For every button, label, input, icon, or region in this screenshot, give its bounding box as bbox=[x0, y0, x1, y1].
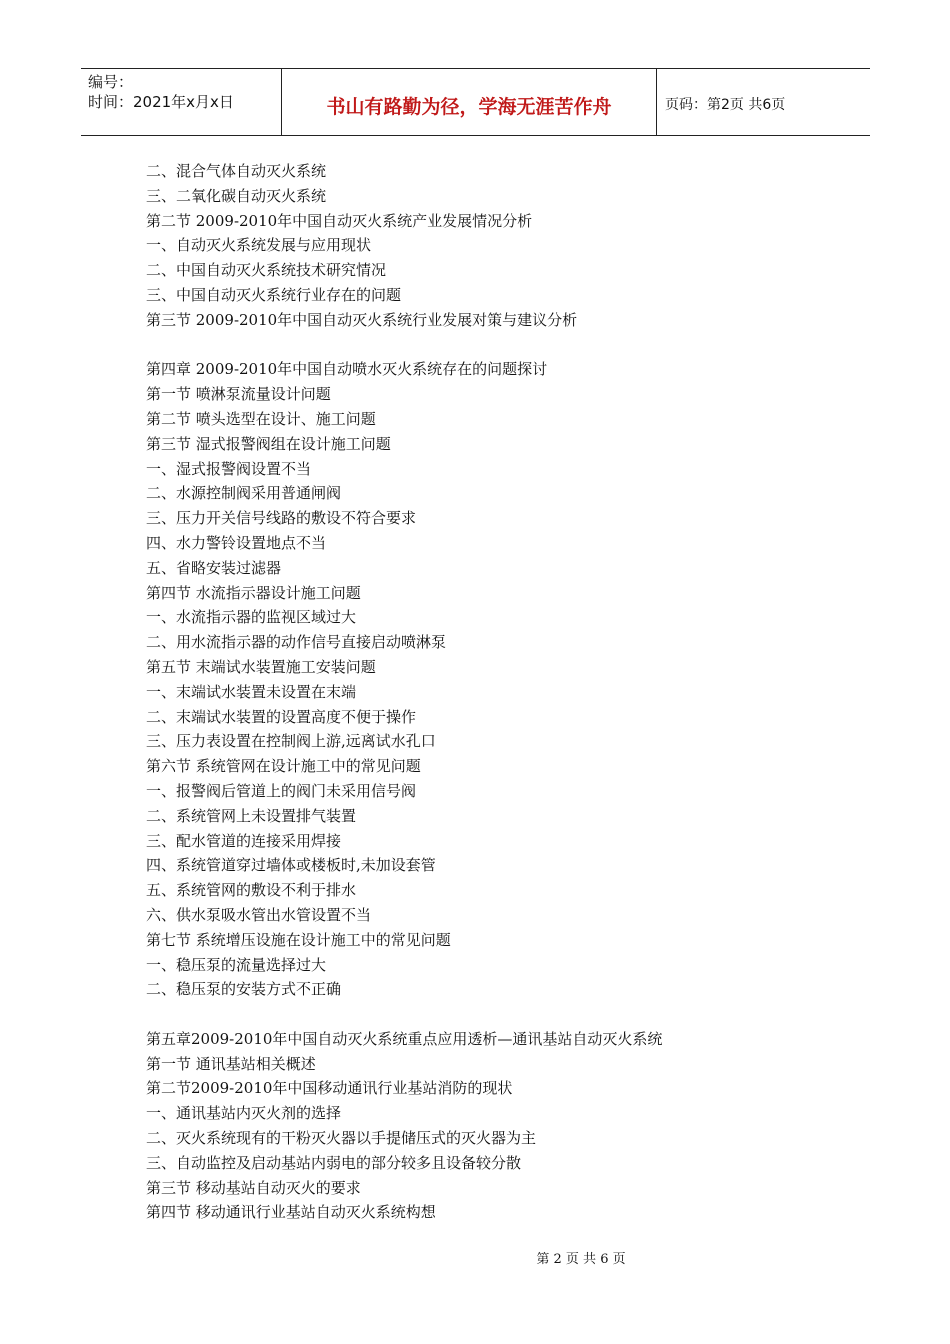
toc-line: 第三节 2009-2010年中国自动灭火系统行业发展对策与建议分析 bbox=[146, 310, 578, 329]
page-header bbox=[81, 68, 870, 136]
blank-line bbox=[146, 1002, 866, 1027]
toc-line: 第二节2009-2010年中国移动通讯行业基站消防的现状 bbox=[146, 1079, 513, 1098]
toc-line: 第五章2009-2010年中国自动灭火系统重点应用透析—通讯基站自动灭火系统 bbox=[146, 1029, 663, 1048]
toc-line: 一、稳压泵的流量选择过大 bbox=[146, 955, 327, 974]
toc-line: 四、系统管道穿过墙体或楼板时,未加设套管 bbox=[146, 856, 436, 875]
toc-line: 第一节 喷淋泵流量设计问题 bbox=[146, 385, 331, 404]
toc-line: 五、省略安装过滤器 bbox=[146, 558, 282, 577]
page-footer: 第 2 页 共 6 页 bbox=[536, 1252, 626, 1267]
toc-line: 第五节 末端试水装置施工安装问题 bbox=[146, 657, 376, 676]
header-page-code: 页码：第2页 共6页 bbox=[665, 97, 786, 113]
toc-line: 六、供水泵吸水管出水管设置不当 bbox=[146, 905, 372, 924]
toc-line: 二、系统管网上未设置排气装置 bbox=[146, 806, 357, 825]
toc-line: 第三节 湿式报警阀组在设计施工问题 bbox=[146, 434, 391, 453]
toc-line: 三、中国自动灭火系统行业存在的问题 bbox=[146, 285, 402, 304]
toc-line: 三、配水管道的连接采用焊接 bbox=[146, 831, 342, 850]
doc-date-label: 时间：2021年x月x日 bbox=[88, 93, 234, 111]
toc-line: 第一节 通讯基站相关概述 bbox=[146, 1054, 316, 1073]
toc-line: 二、混合气体自动灭火系统 bbox=[146, 162, 327, 180]
toc-line: 第六节 系统管网在设计施工中的常见问题 bbox=[146, 757, 421, 776]
header-motto: 书山有路勤为径，学海无涯苦作舟 bbox=[282, 69, 657, 135]
blank-line bbox=[146, 333, 866, 358]
toc-line: 第二节 2009-2010年中国自动灭火系统产业发展情况分析 bbox=[146, 211, 533, 230]
toc-line: 二、用水流指示器的动作信号直接启动喷淋泵 bbox=[146, 633, 447, 652]
toc-line: 四、水力警铃设置地点不当 bbox=[146, 533, 327, 552]
toc-line: 一、水流指示器的监视区域过大 bbox=[146, 608, 357, 627]
toc-line: 三、压力表设置在控制阀上游,远离试水孔口 bbox=[146, 732, 436, 751]
toc-line: 第七节 系统增压设施在设计施工中的常见问题 bbox=[146, 930, 451, 949]
toc-line: 二、灭火系统现有的干粉灭火器以手提储压式的灭火器为主 bbox=[146, 1129, 537, 1148]
toc-line: 一、末端试水装置未设置在末端 bbox=[146, 682, 357, 701]
toc-line: 第四节 水流指示器设计施工问题 bbox=[146, 583, 361, 602]
toc-line: 一、通讯基站内灭火剂的选择 bbox=[146, 1104, 342, 1123]
toc-line: 三、自动监控及启动基站内弱电的部分较多且设备较分散 bbox=[146, 1153, 522, 1172]
doc-number-label: 编号： bbox=[88, 73, 134, 91]
header-meta bbox=[81, 69, 282, 135]
toc-line: 第二节 喷头选型在设计、施工问题 bbox=[146, 409, 376, 428]
toc-line: 二、中国自动灭火系统技术研究情况 bbox=[146, 261, 387, 280]
toc-line: 第四章 2009-2010年中国自动喷水灭火系统存在的问题探讨 bbox=[146, 360, 548, 379]
toc-line: 五、系统管网的敷设不利于排水 bbox=[146, 881, 357, 900]
toc-line: 三、二氧化碳自动灭火系统 bbox=[146, 186, 327, 205]
toc-line: 二、末端试水装置的设置高度不便于操作 bbox=[146, 707, 417, 726]
toc-line: 一、报警阀后管道上的阀门未采用信号阀 bbox=[146, 781, 417, 800]
toc-line: 一、自动灭火系统发展与应用现状 bbox=[146, 236, 372, 255]
toc-content bbox=[146, 159, 866, 1225]
toc-line: 第三节 移动基站自动灭火的要求 bbox=[146, 1178, 361, 1197]
toc-line: 二、稳压泵的安装方式不正确 bbox=[146, 980, 342, 999]
toc-line: 二、水源控制阀采用普通闸阀 bbox=[146, 484, 342, 503]
toc-line: 第四节 移动通讯行业基站自动灭火系统构想 bbox=[146, 1203, 436, 1222]
toc-line: 三、压力开关信号线路的敷设不符合要求 bbox=[146, 509, 417, 528]
toc-line: 一、湿式报警阀设置不当 bbox=[146, 459, 312, 478]
